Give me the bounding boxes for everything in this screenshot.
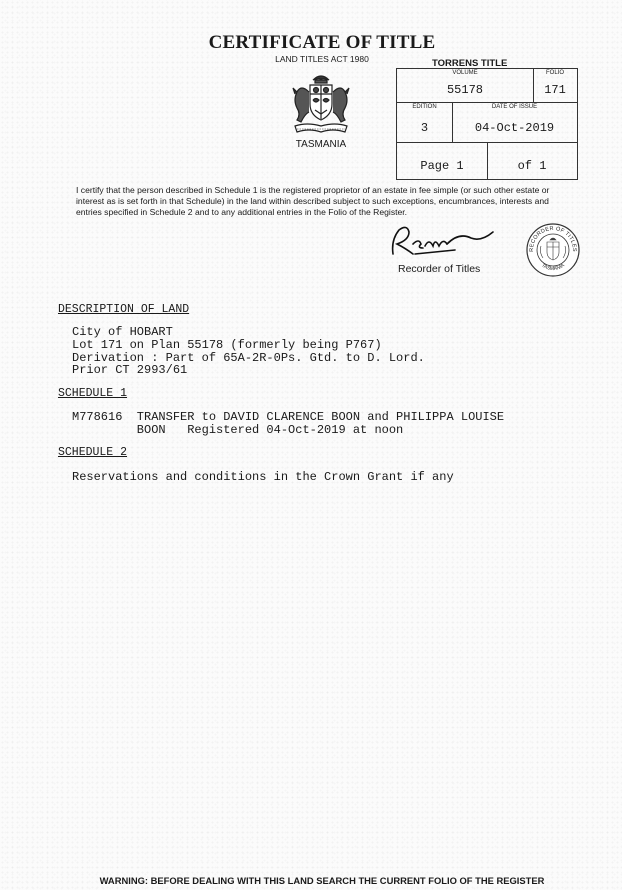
register-warning: WARNING: BEFORE DEALING WITH THIS LAND SEARCH THE CURRENT FOLIO OF THE REGISTER bbox=[99, 875, 545, 886]
description-line: Prior CT 2993/61 bbox=[72, 363, 188, 377]
description-line: Derivation : Part of 65A-2R-0Ps. Gtd. to D. Lord. bbox=[72, 351, 425, 365]
description-of-land-heading: DESCRIPTION OF LAND bbox=[58, 303, 190, 316]
seal-text: RECORDER OF TITLES bbox=[528, 225, 578, 252]
torrens-title-heading: TORRENS TITLE bbox=[432, 58, 508, 69]
certification-statement: I certify that the person described in Schedule 1 is the registered proprietor of an estate in fee simple (or such other estate or interest as is set forth in that Schedule) in the land within described subject to such exceptions, encumbrances, interests and entries specified in Schedule 2 and to any additional entries in the Folio of the Register. bbox=[76, 185, 550, 217]
edition-value: 3 bbox=[420, 121, 429, 135]
date-of-issue-value: 04-Oct-2019 bbox=[474, 121, 555, 135]
schedule-1-entry: BOON Registered 04-Oct-2019 at noon bbox=[72, 423, 404, 437]
description-line: Lot 171 on Plan 55178 (formerly being P767) bbox=[72, 338, 382, 352]
schedule-2-entry: Reservations and conditions in the Crown Grant if any bbox=[72, 470, 454, 484]
title-reference-box bbox=[396, 68, 578, 180]
official-seal-icon bbox=[525, 222, 581, 278]
signature-icon bbox=[385, 220, 497, 260]
coat-of-arms-icon bbox=[283, 70, 359, 136]
edition-label: EDITION bbox=[412, 104, 437, 110]
date-of-issue-label: DATE OF ISSUE bbox=[491, 104, 538, 110]
page-total: of 1 bbox=[517, 159, 547, 173]
state-label: TASMANIA bbox=[295, 139, 347, 150]
folio-value: 171 bbox=[544, 83, 566, 97]
volume-label: VOLUME bbox=[452, 70, 478, 76]
folio-label: FOLIO bbox=[545, 70, 564, 76]
schedule-1-heading: SCHEDULE 1 bbox=[58, 387, 128, 400]
page-number: Page 1 bbox=[420, 159, 464, 173]
seal-bottom-text: TASMANIA bbox=[540, 262, 566, 273]
description-line: City of HOBART bbox=[72, 325, 173, 339]
schedule-1-entry: M778616 TRANSFER to DAVID CLARENCE BOON and PHILIPPA LOUISE bbox=[72, 410, 505, 424]
volume-value: 55178 bbox=[446, 83, 483, 97]
recorder-of-titles-label: Recorder of Titles bbox=[398, 263, 481, 275]
act-subtitle: LAND TITLES ACT 1980 bbox=[275, 54, 369, 64]
certificate-title: CERTIFICATE OF TITLE bbox=[208, 32, 436, 53]
schedule-2-heading: SCHEDULE 2 bbox=[58, 446, 128, 459]
